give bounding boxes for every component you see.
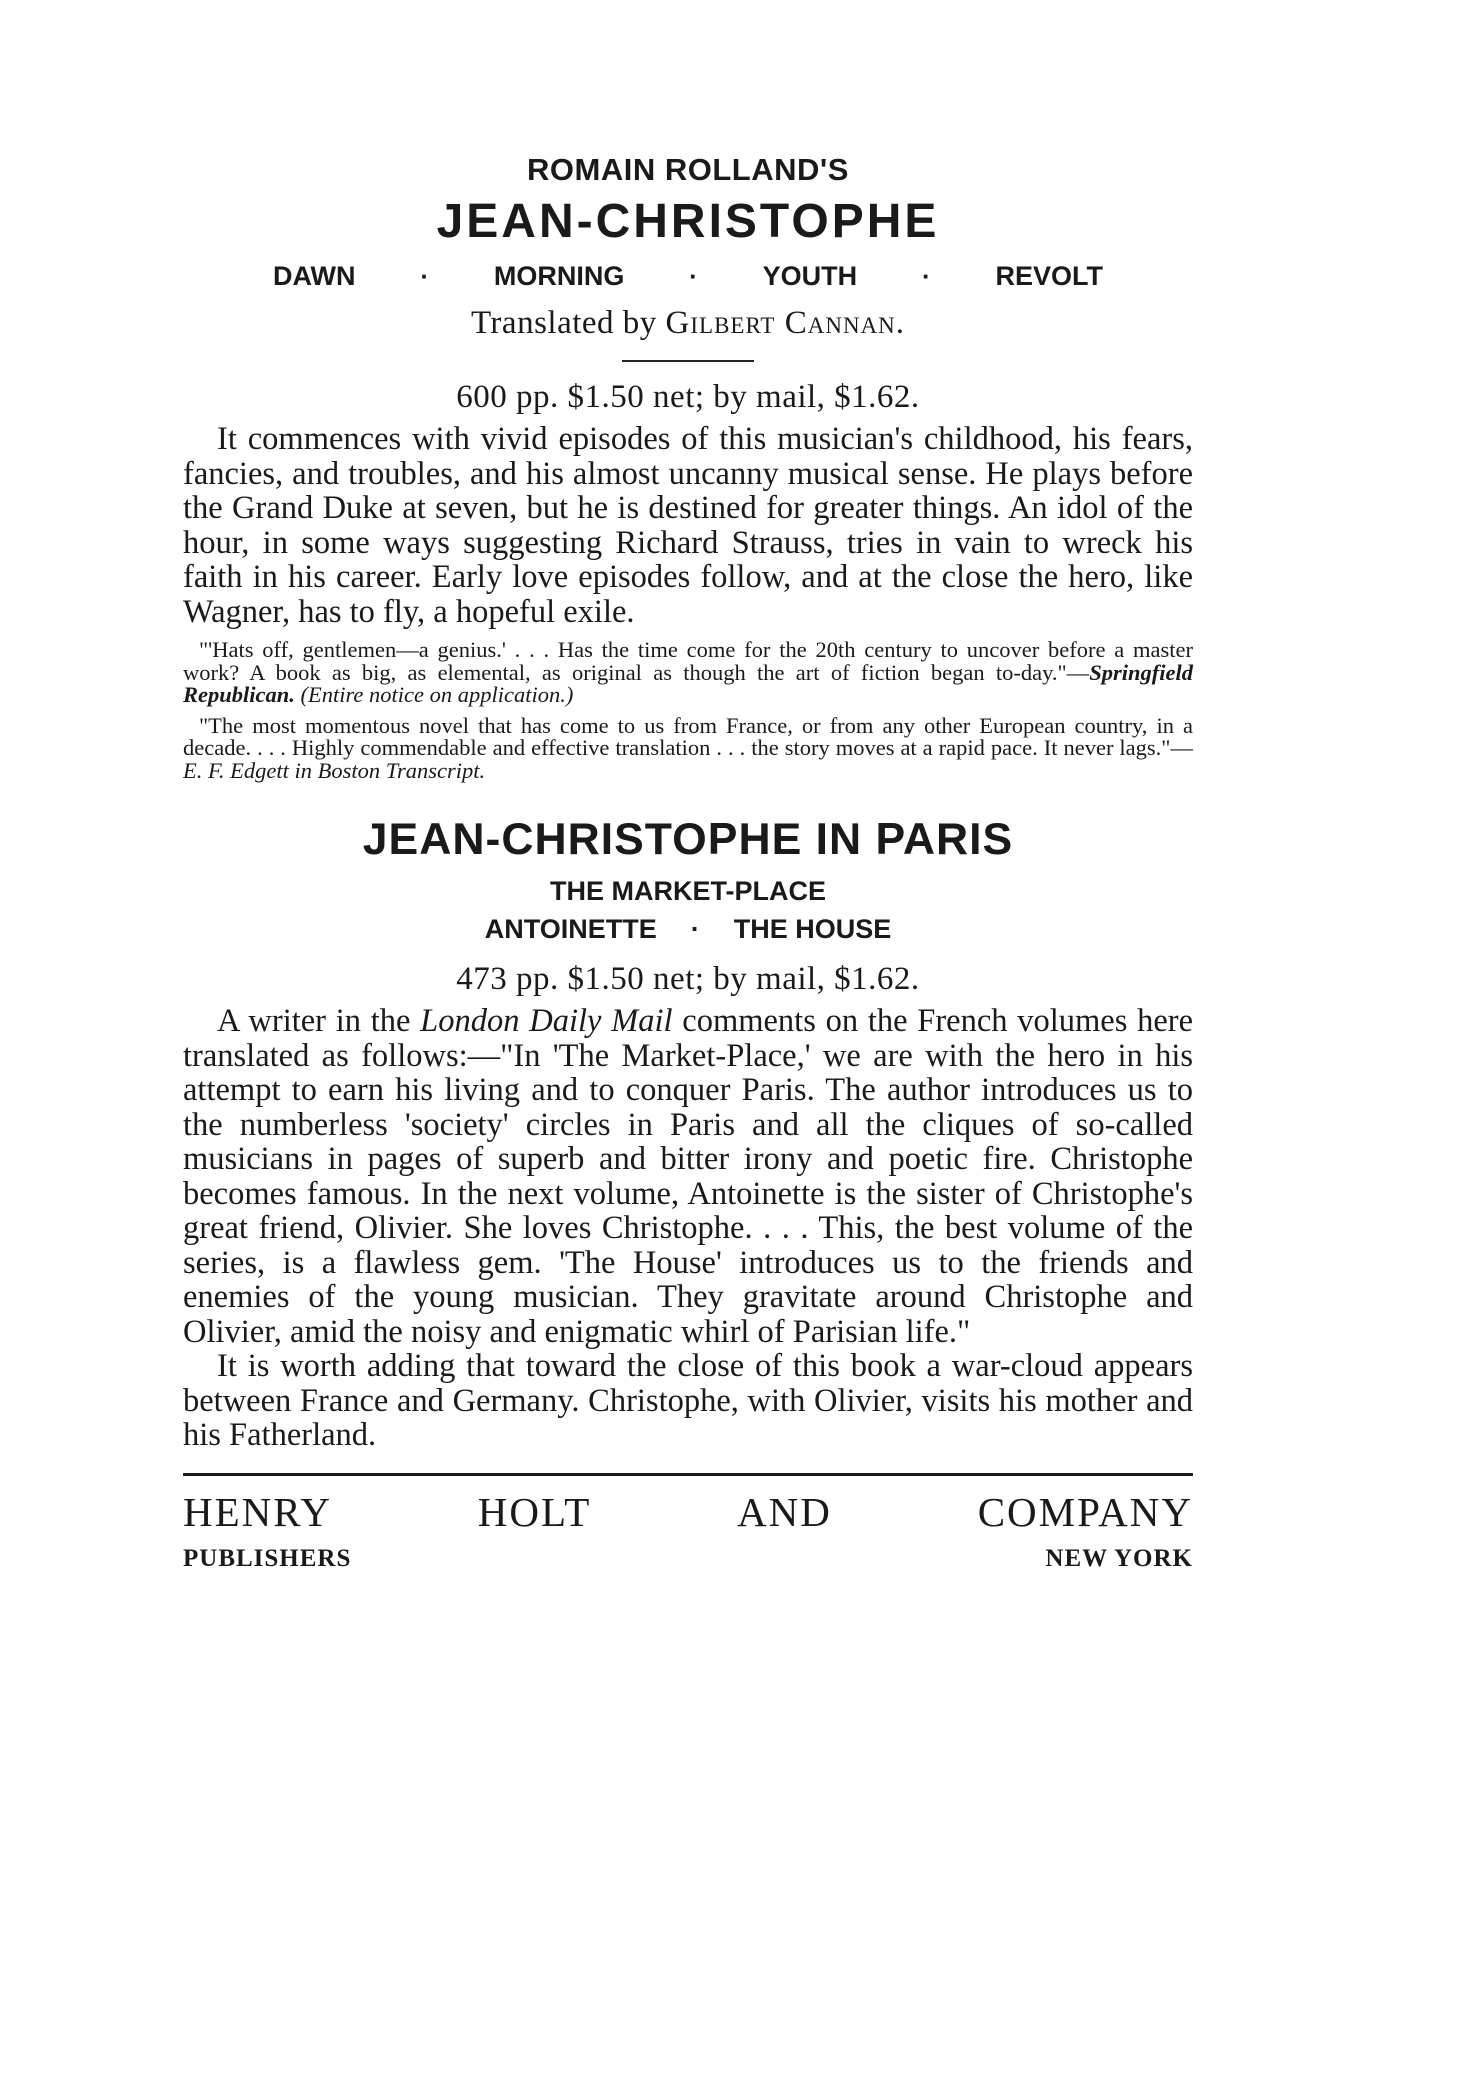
publisher-word: HOLT (477, 1488, 592, 1535)
advertisement-page (183, 150, 1193, 1580)
para1-rest: comments on the French volumes here translated as follows:—"In 'The Market-Place,' we are with the hero in his attempt to earn his living and to conquer Paris. The author introduces us to the numberless 'society' circles in Paris and all the cliques of so-called musicians in pages of superb and bitter irony and poetic fire. Christophe becomes famous. In the next volume, Antoinette is the sister of Christophe's great friend, Olivier. She loves Christophe. . . . This, the best volume of the series, is a flawless gem. 'The House' introduces us to the friends and enemies of the young musician. They gravitate around Christophe and Olivier, amid the noisy and enigmatic whirl of Parisian life." (183, 1003, 1193, 1350)
publisher-name (183, 1486, 1193, 1538)
second-book-title: JEAN-CHRISTOPHE IN PARIS (362, 815, 1014, 864)
part-youth: YOUTH (762, 261, 858, 291)
part-dawn: DAWN (273, 261, 356, 291)
separator-dot: · (420, 261, 429, 291)
author-line: ROMAIN ROLLAND'S (527, 152, 849, 187)
volume-parts (183, 254, 1193, 298)
footer-divider (183, 1473, 1193, 1476)
separator-dot: · (689, 261, 698, 291)
part-antoinette: ANTOINETTE (484, 914, 657, 944)
description-paragraph: It commences with vivid episodes of this musician's childhood, his fears, fancies, and troubles, and his almost uncanny musical sense. He plays before the Grand Duke at seven, but he is destined for greater things. An idol of the hour, in some ways suggesting Richard Strauss, tries in vain to wreck his faith in his career. Early love episodes follow, and at the close the hero, like Wagner, has to fly, a hopeful exile. (183, 421, 1193, 630)
publisher-footer (183, 1538, 1193, 1580)
publisher-word: HENRY (183, 1488, 332, 1535)
translator-line (183, 298, 1193, 348)
review-quote-1 (183, 639, 1193, 707)
publishers-label: PUBLISHERS (183, 1544, 352, 1572)
short-divider (622, 360, 754, 362)
part-the-house: THE HOUSE (733, 914, 892, 944)
publisher-word: COMPANY (977, 1488, 1193, 1535)
price-line: 600 pp. $1.50 net; by mail, $1.62. (456, 379, 920, 415)
para1-start: A writer in the (217, 1003, 421, 1039)
quote-2-text: "The most momentous novel that has come to us from France, or from any other European country, in a decade. . . . Highly commendable and effective translation . . . the story moves at a rapid pace. It never lags."— (183, 712, 1193, 760)
part-revolt: REVOLT (995, 261, 1103, 291)
paris-closing-paragraph: It is worth adding that toward the close of this book a war-cloud appears between France and Germany. Christophe, with Olivier, visits his mother and his Fatherland. (183, 1348, 1193, 1453)
part-market-place: THE MARKET-PLACE (550, 876, 826, 906)
quote-1-text: "'Hats off, gentlemen—a genius.' . . . Has the time come for the 20th century to uncover before a master work? A book as big, as elemental, as original as though the art of fiction began to-day."— (183, 637, 1193, 685)
parts-row (183, 910, 1193, 948)
price-line-2: 473 pp. $1.50 net; by mail, $1.62. (456, 961, 920, 997)
quote-2-source: E. F. Edgett in Boston Transcript. (183, 757, 486, 783)
translated-prefix: Translated by (470, 305, 657, 341)
city-label: NEW YORK (1045, 1544, 1193, 1572)
translator-name: Gilbert Cannan. (665, 305, 906, 341)
quote-1-source: Springfield Republican. (183, 659, 1193, 707)
separator-dot: · (921, 261, 931, 291)
paris-description (183, 1004, 1193, 1349)
separator-dot: · (690, 914, 700, 944)
quote-1-note: (Entire notice on application.) (300, 682, 574, 707)
part-morning: MORNING (493, 261, 625, 291)
newspaper-name: London Daily Mail (420, 1003, 673, 1039)
review-quote-2 (183, 712, 1193, 783)
publisher-word: AND (737, 1488, 832, 1535)
book-title: JEAN-CHRISTOPHE (436, 195, 940, 248)
